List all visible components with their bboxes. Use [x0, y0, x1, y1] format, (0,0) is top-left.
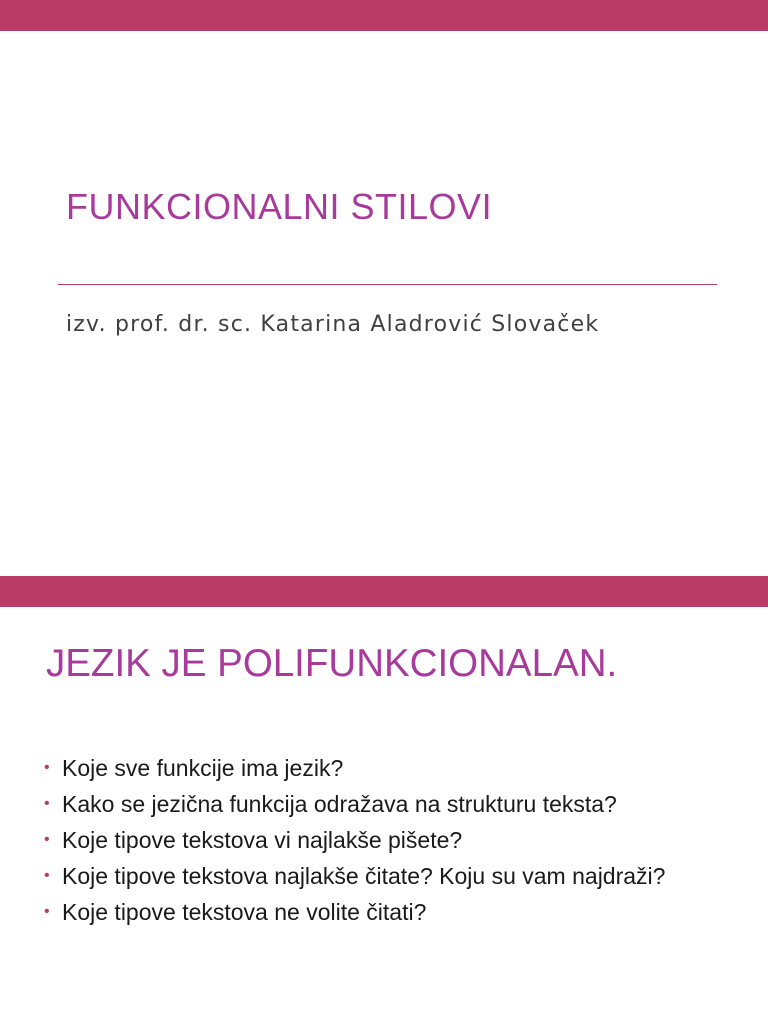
top-accent-bar	[0, 576, 768, 607]
list-item	[44, 861, 744, 891]
bullet-text: Kako se jezična funkcija odražava na strukturu teksta?	[62, 791, 617, 817]
bullet-icon: •	[44, 867, 50, 884]
title-divider	[58, 284, 717, 285]
list-item	[44, 753, 744, 783]
slide-title: FUNKCIONALNI STILOVI	[66, 186, 493, 227]
list-item	[44, 825, 744, 855]
slide-subtitle: izv. prof. dr. sc. Katarina Aladrović Slovaček	[66, 312, 600, 337]
top-accent-bar	[0, 0, 768, 31]
list-item	[44, 897, 744, 927]
bullet-list	[44, 753, 744, 933]
bullet-icon: •	[44, 831, 50, 848]
bullet-text: Koje tipove tekstova najlakše čitate? Koju su vam najdraži?	[62, 863, 666, 889]
bullet-text: Koje tipove tekstova vi najlakše pišete?	[62, 827, 463, 853]
content-slide	[0, 576, 768, 1024]
bullet-icon: •	[44, 795, 50, 812]
bullet-text: Koje sve funkcije ima jezik?	[62, 755, 344, 781]
bullet-icon: •	[44, 903, 50, 920]
list-item	[44, 789, 744, 819]
slide-title: JEZIK JE POLIFUNKCIONALAN.	[46, 642, 618, 685]
bullet-text: Koje tipove tekstova ne volite čitati?	[62, 899, 427, 925]
bullet-icon: •	[44, 759, 50, 776]
